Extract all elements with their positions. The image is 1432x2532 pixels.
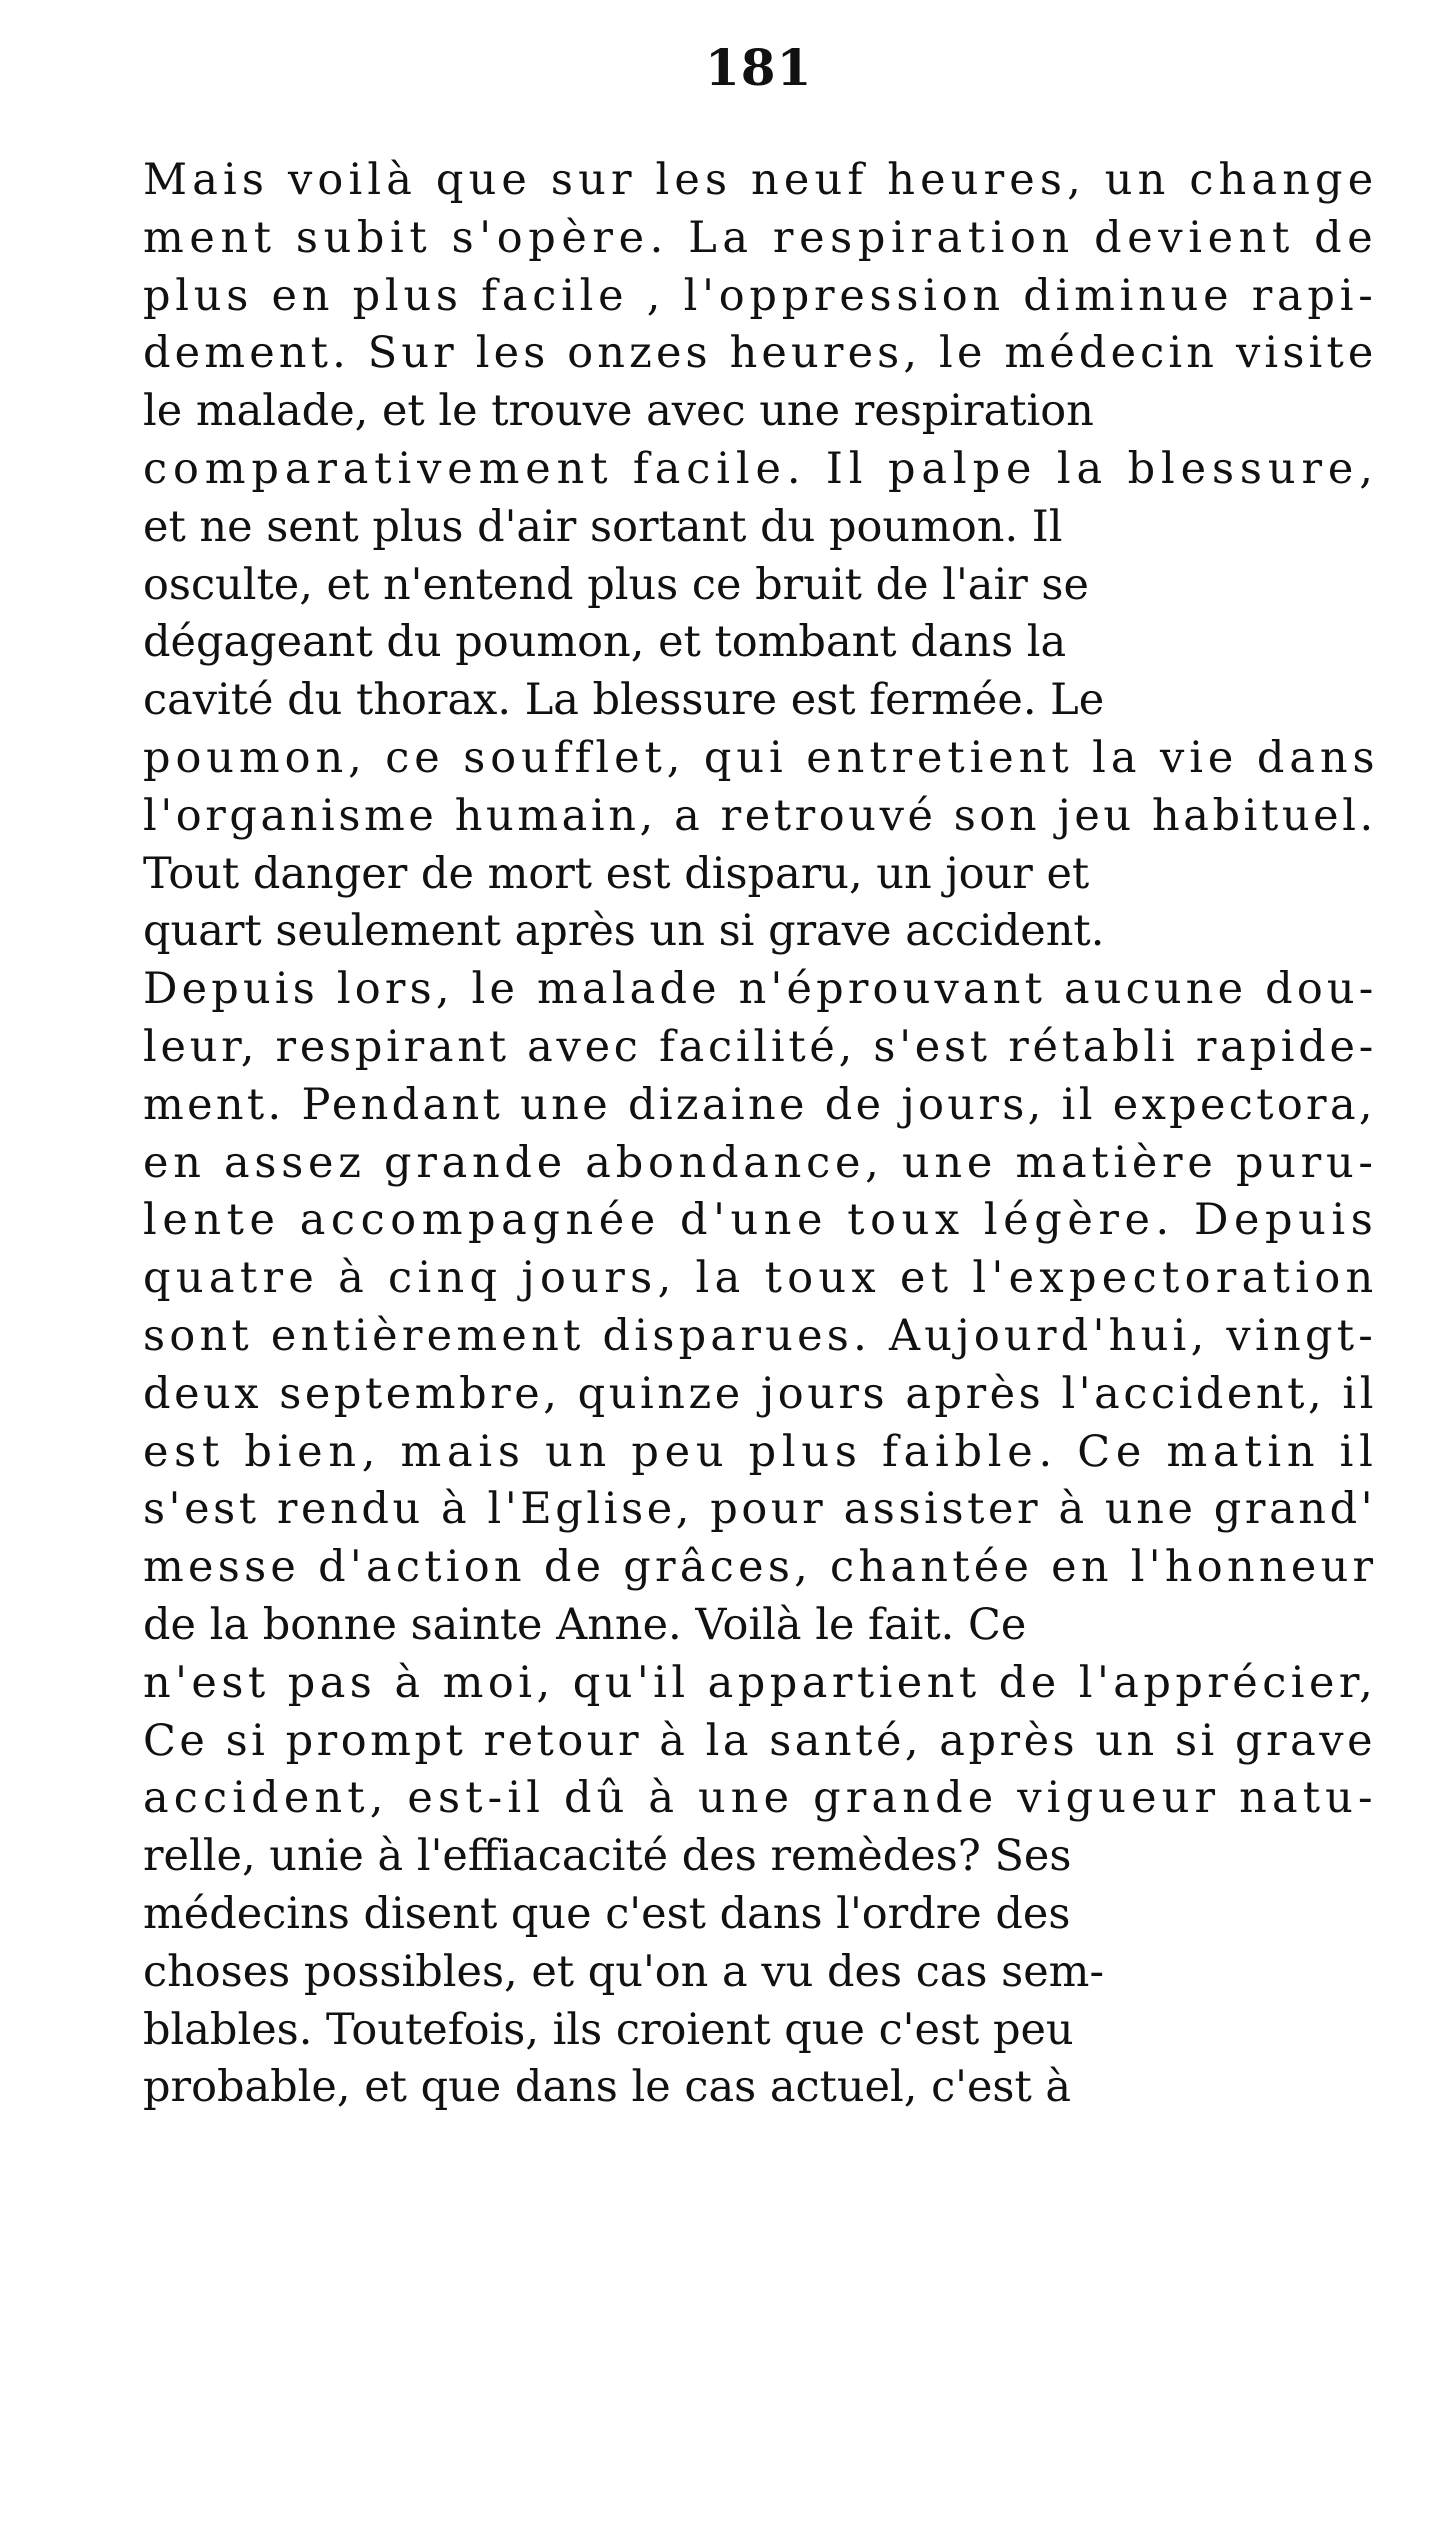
text-line: quart seulement après un si grave accident. xyxy=(143,906,1105,957)
text-line: relle, unie à l'effiacacité des remèdes? Ses xyxy=(143,1831,1072,1882)
text-line: osculte, et n'entend plus ce bruit de l'air se xyxy=(143,559,1089,610)
text-line: poumon, ce soufflet, qui entretient la vie dans xyxy=(143,732,1380,783)
text-line: est bien, mais un peu plus faible. Ce matin il xyxy=(143,1426,1379,1477)
text-line: leur, respirant avec facilité, s'est rétabli rapide- xyxy=(143,1021,1378,1072)
text-line: l'organisme humain, a retrouvé son jeu habituel. xyxy=(143,790,1377,841)
text-line: choses possibles, et qu'on a vu des cas sem- xyxy=(143,1946,1104,1997)
text-line: Depuis lors, le malade n'éprouvant aucune dou- xyxy=(143,964,1378,1015)
text-line: sont entièrement disparues. Aujourd'hui, vingt- xyxy=(143,1310,1378,1361)
text-line: Mais voilà que sur les neuf heures, un change xyxy=(143,155,1379,205)
page-number: 181 xyxy=(705,38,813,97)
body-text xyxy=(143,152,1380,2117)
text-line: dement. Sur les onzes heures, le médecin visite xyxy=(143,328,1378,379)
text-line: probable, et que dans le cas actuel, c'est à xyxy=(143,2062,1072,2113)
text-line: deux septembre, quinze jours après l'accident, il xyxy=(143,1368,1377,1419)
text-line: s'est rendu à l'Eglise, pour assister à une grand' xyxy=(143,1484,1377,1535)
text-line: cavité du thorax. La blessure est fermée. Le xyxy=(143,675,1105,726)
text-line: messe d'action de grâces, chantée en l'honneur xyxy=(143,1542,1378,1593)
text-line: médecins disent que c'est dans l'ordre des xyxy=(143,1888,1071,1939)
text-line: n'est pas à moi, qu'il appartient de l'apprécier, xyxy=(143,1657,1378,1708)
text-line: quatre à cinq jours, la toux et l'expectoration xyxy=(143,1253,1379,1304)
text-line: ment. Pendant une dizaine de jours, il expectora, xyxy=(143,1079,1376,1130)
text-line: de la bonne sainte Anne. Voilà le fait. Ce xyxy=(143,1599,1027,1650)
text-line: blables. Toutefois, ils croient que c'est peu xyxy=(143,2004,1074,2055)
text-line: dégageant du poumon, et tombant dans la xyxy=(143,617,1067,668)
text-line: ment subit s'opère. La respiration devient de xyxy=(143,212,1379,263)
text-line: en assez grande abondance, une matière puru- xyxy=(143,1137,1378,1188)
text-line: accident, est-il dû à une grande vigueur natu- xyxy=(143,1773,1378,1824)
text-line: plus en plus facile , l'oppression diminue rapi- xyxy=(143,270,1378,321)
text-line: le malade, et le trouve avec une respiration xyxy=(143,386,1094,437)
text-line: et ne sent plus d'air sortant du poumon. Il xyxy=(143,501,1063,552)
text-line: lente accompagnée d'une toux légère. Depuis xyxy=(143,1195,1379,1246)
text-line: comparativement facile. Il palpe la blessure, xyxy=(143,443,1379,494)
text-line: Tout danger de mort est disparu, un jour et xyxy=(143,848,1090,899)
text-line: Ce si prompt retour à la santé, après un si grave xyxy=(143,1715,1377,1766)
